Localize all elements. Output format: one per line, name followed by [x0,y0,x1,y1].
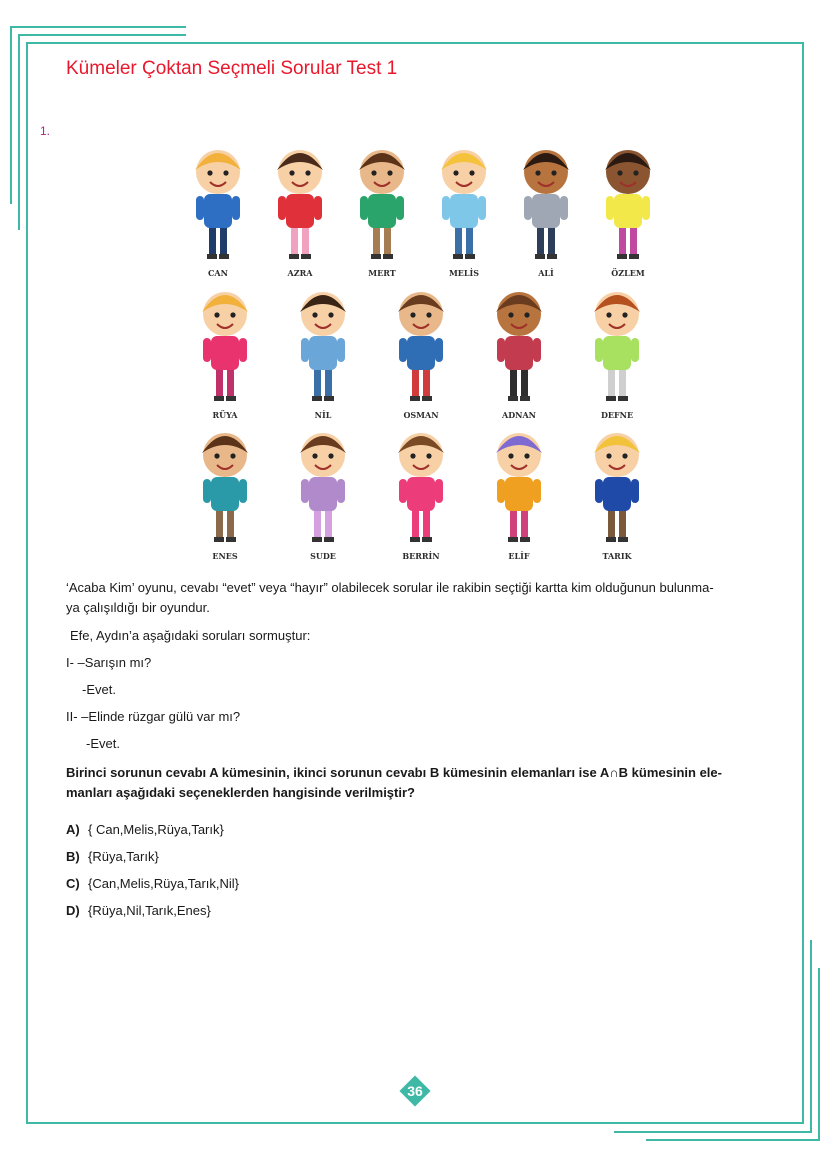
option-text: {Rüya,Tarık} [88,849,159,864]
intro-line-1: ‘Acaba Kim’ oyunu, cevabı “evet” veya “hayır” olabilecek sorular ile rakibin seçtiği kartta kim olduğunun bulunma- [66,580,714,595]
frame-top-outer [10,26,186,28]
kid-figure [359,150,405,259]
option-letter: D) [66,903,80,918]
kid-name-label: OSMAN [403,410,439,420]
kid-figure [523,150,569,259]
kid-name-label: ENES [212,551,238,561]
kid-figure [300,433,346,542]
kid-name-label: ADNAN [502,410,536,420]
kid-figure [441,150,487,259]
kid-figure [398,292,444,401]
kid-figure [202,433,248,542]
page-number: 36 [407,1083,423,1099]
kid-name-label: MERT [368,268,396,278]
option-c[interactable] [66,876,239,891]
option-letter: B) [66,849,80,864]
page-number-badge [397,1073,433,1109]
frame-top-mid [18,34,186,36]
kid-name-label: RÜYA [212,410,238,420]
kid-figure [496,292,542,401]
kid-name-label: CAN [208,268,228,278]
frame-bottom-mid [614,1131,812,1133]
frame-left-mid [18,34,20,230]
kid-name-label: ELİF [508,551,530,561]
page-title: Kümeler Çoktan Seçmeli Sorular Test 1 [66,58,398,79]
option-letter: C) [66,876,80,891]
question-number: 1. [40,124,51,138]
kid-name-label: NİL [314,410,332,420]
frame-top-inner [26,42,804,44]
kid-figure [398,433,444,542]
frame-bottom-outer [646,1139,820,1141]
frame-right-mid [810,940,812,1132]
frame-right-outer [818,968,820,1140]
option-a[interactable] [66,822,224,837]
stem-line-1: Birinci sorunun cevabı A kümesinin, ikinci sorunun cevabı B kümesinin elemanları ise A∩B kümesinin ele- [66,765,722,780]
kid-name-label: BERRİN [402,551,440,561]
intro-line-2: ya çalışıldığı bir oyundur. [66,600,210,615]
option-text: {Rüya,Nil,Tarık,Enes} [88,903,211,918]
answer-ii: -Evet. [86,736,120,751]
kid-name-label: SUDE [310,551,336,561]
kid-name-label: ALİ [538,268,554,278]
kid-figure [195,150,241,259]
kid-figure [300,292,346,401]
kid-figure [496,433,542,542]
frame-right-inner [802,42,804,1124]
kid-figure [594,292,640,401]
kid-figure [594,433,640,542]
kids-illustration [183,144,663,568]
kid-name-label: AZRA [287,268,313,278]
kid-name-label: DEFNE [600,410,634,420]
option-b[interactable] [66,849,159,864]
frame-left-inner [26,42,28,1124]
kid-figure [202,292,248,401]
option-d[interactable] [66,903,211,918]
question-ii: II- –Elinde rüzgar gülü var mı? [66,709,241,724]
stem-line-2: manları aşağıdaki seçeneklerden hangisinde verilmiştir? [66,785,415,800]
kid-figure [277,150,323,259]
option-text: {Can,Melis,Rüya,Tarık,Nil} [88,876,239,891]
question-i: I- –Sarışın mı? [66,655,152,670]
kid-name-label: MELİS [448,268,480,278]
option-text: { Can,Melis,Rüya,Tarık} [88,822,224,837]
frame-bottom-inner [26,1122,804,1124]
frame-left-outer [10,26,12,204]
answer-i: -Evet. [82,682,116,697]
option-letter: A) [66,822,80,837]
asked-text: Efe, Aydın’a aşağıdaki soruları sormuştur: [70,628,311,643]
kid-name-label: ÖZLEM [611,268,645,278]
kid-name-label: TARIK [602,551,632,561]
kid-figure [605,150,651,259]
